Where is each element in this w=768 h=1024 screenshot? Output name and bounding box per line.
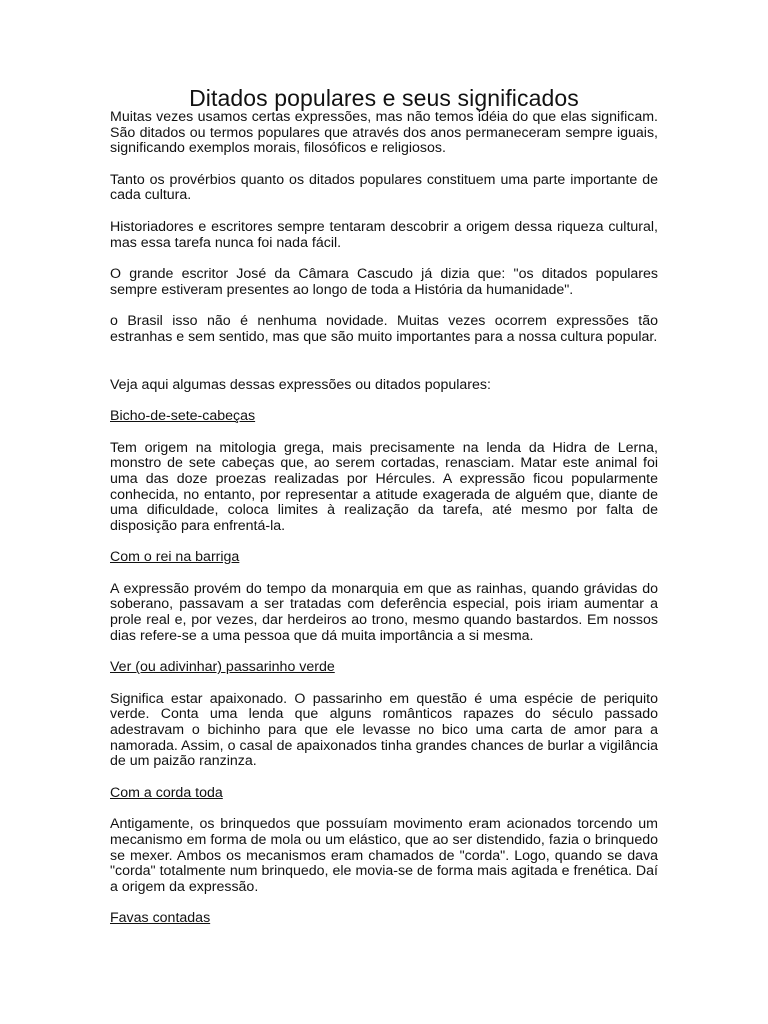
intro-paragraph: Muitas vezes usamos certas expressões, mas não temos idéia do que elas significam. São ditados ou termos populares que através dos anos permaneceram sempre iguais, significando exemplos morais, filosóficos e religiosos. xyxy=(110,109,658,157)
page-title: Ditados populares e seus significados xyxy=(189,85,579,111)
historiadores-paragraph: Historiadores e escritores sempre tentaram descobrir a origem dessa riqueza cultural, mas essa tarefa nunca foi nada fácil. xyxy=(110,218,658,251)
saying-text: Antigamente, os brinquedos que possuíam movimento eram acionados torcendo um mecanismo em forma de mola ou um elástico, que ao ser distendido, fazia o brinquedo se mexer. Ambos os mecanismos eram chamados de "corda". Logo, quando se dava "corda" totalmente num brinquedo, ele movia-se de forma mais agitada e frenética. Daí a origem da expressão. xyxy=(110,816,658,895)
list-intro-paragraph: Veja aqui algumas dessas expressões ou ditados populares: xyxy=(110,376,491,393)
saying-text: Significa estar apaixonado. O passarinho em questão é uma espécie de periquito verde. Conta uma lenda que alguns românticos rapazes do século passado adestravam o bichinho para que ele levasse no bico uma carta de amor para a namorada. Assim, o casal de apaixonados tinha grandes chances de burlar a vigilância de um paizão ranzinza. xyxy=(110,690,658,770)
cultura-paragraph: Tanto os provérbios quanto os ditados populares constituem uma parte importante de cada cultura. xyxy=(110,171,658,204)
saying-heading: Bicho-de-sete-cabeças xyxy=(110,408,256,425)
saying-text: A expressão provém do tempo da monarquia em que as rainhas, quando grávidas do soberano, passavam a ser tratadas com deferência especial, pois iriam aumentar a prole real e, por vezes, dar herdeiros ao trono, mesmo quando bastardos. Em nossos dias refere-se a uma pessoa que dá muita importância a si mesma. xyxy=(110,580,658,644)
saying-heading: Ver (ou adivinhar) passarinho verde xyxy=(110,659,335,676)
saying-heading: Favas contadas xyxy=(110,910,211,927)
saying-heading: Com o rei na barriga xyxy=(110,549,240,566)
cascudo-paragraph: O grande escritor José da Câmara Cascudo já dizia que: "os ditados populares sempre estiveram presentes ao longo de toda a História da humanidade". xyxy=(110,266,658,298)
saying-heading: Com a corda toda xyxy=(110,784,223,801)
brasil-paragraph: o Brasil isso não é nenhuma novidade. Muitas vezes ocorrem expressões tão estranhas e sem sentido, mas que são muito importantes para a nossa cultura popular. xyxy=(110,313,658,345)
document-page xyxy=(110,84,658,943)
saying-text: Tem origem na mitologia grega, mais precisamente na lenda da Hidra de Lerna, monstro de sete cabeças que, ao serem cortadas, renasciam. Matar este animal foi uma das doze proezas realizadas por Hércules. A expressão ficou popularmente conhecida, no entanto, por representar a atitude exagerada de alguém que, diante de uma dificuldade, coloca limites à realização da tarefa, até mesmo por falta de disposição para enfrentá-la. xyxy=(110,439,658,534)
